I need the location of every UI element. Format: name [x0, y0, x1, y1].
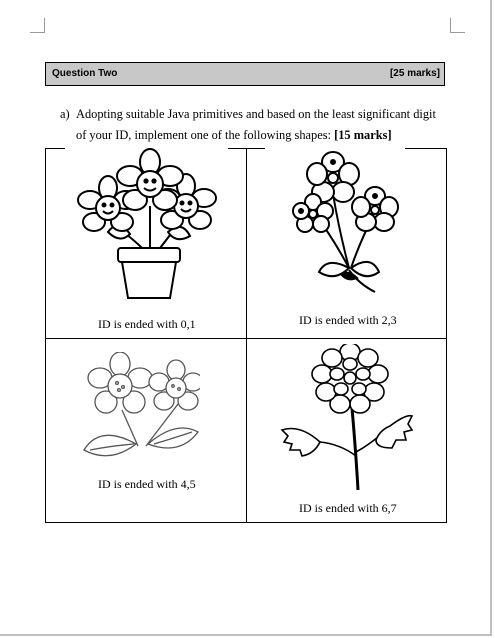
single-flower-icon — [280, 344, 414, 490]
table-border — [45, 148, 65, 149]
two-daisies-icon — [80, 352, 200, 467]
margin-corner-mark — [30, 18, 45, 33]
task-text-block — [60, 104, 440, 146]
margin-corner-mark — [450, 18, 465, 33]
shape-caption: ID is ended with 0,1 — [98, 317, 196, 331]
flower-bouquet-icon — [283, 150, 403, 298]
table-border — [446, 148, 447, 523]
task-letter: a) — [60, 107, 70, 121]
shape-caption: ID is ended with 6,7 — [299, 501, 397, 515]
shape-caption: ID is ended with 4,5 — [98, 477, 196, 491]
task-marks: [15 marks] — [334, 128, 392, 142]
question-header — [45, 62, 445, 86]
question-title: Question Two — [52, 68, 118, 79]
table-border — [405, 148, 447, 149]
table-divider — [45, 338, 447, 339]
question-marks: [25 marks] — [389, 68, 440, 79]
smiley-flower-pot-icon — [64, 148, 229, 310]
table-border — [45, 148, 46, 523]
table-divider — [246, 148, 247, 523]
shape-caption: ID is ended with 2,3 — [299, 313, 397, 327]
task-paragraph — [60, 104, 440, 146]
task-text: Adopting suitable Java primitives and based on the least significant digit of your ID, implement one of the following shapes: — [76, 107, 436, 142]
